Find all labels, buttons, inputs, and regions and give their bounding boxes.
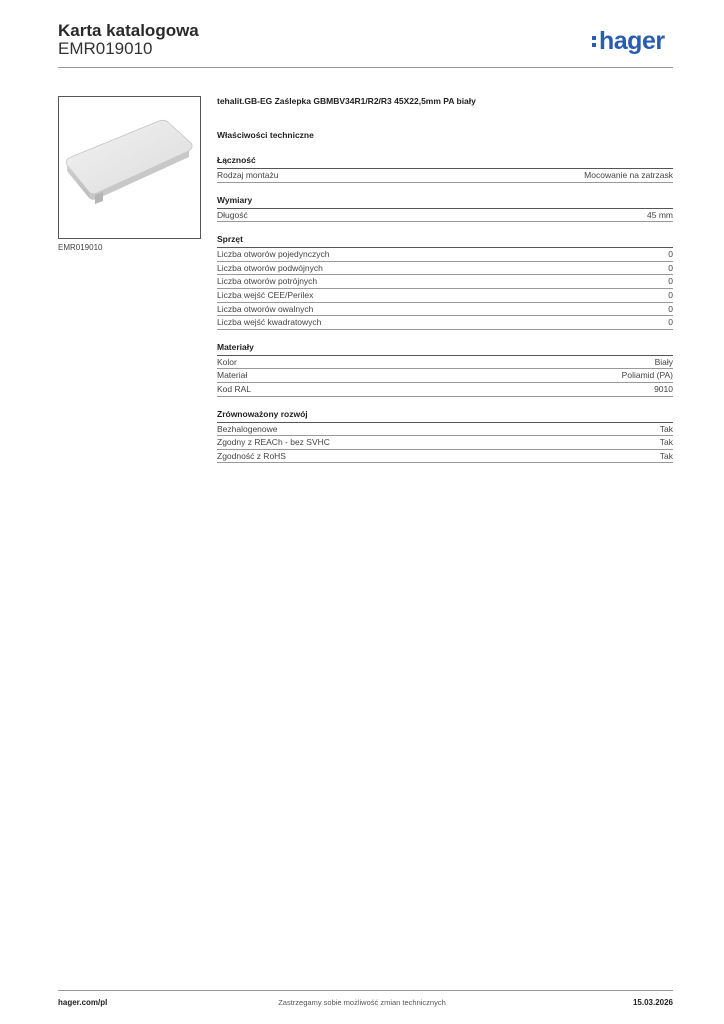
product-title: tehalit.GB-EG Zaślepka GBMBV34R1/R2/R3 45X22,5mm PA biały <box>217 96 476 106</box>
blanking-plate-image <box>59 97 200 238</box>
header-divider <box>58 67 673 68</box>
property-group <box>217 234 673 330</box>
property-label: Liczba otworów potrójnych <box>217 276 318 287</box>
property-row <box>217 275 673 289</box>
property-value: 0 <box>668 249 673 260</box>
product-code: EMR019010 <box>58 39 153 58</box>
property-group <box>217 155 673 183</box>
group-heading: Łączność <box>217 155 673 169</box>
property-value: 0 <box>668 276 673 287</box>
hager-logo <box>592 28 665 54</box>
logo-dots-icon <box>592 34 597 50</box>
group-heading: Wymiary <box>217 195 673 209</box>
property-value: 0 <box>668 317 673 328</box>
logo-text: hager <box>599 27 665 55</box>
property-group <box>217 342 673 397</box>
property-label: Liczba otworów pojedynczych <box>217 249 330 260</box>
property-label: Zgodność z RoHS <box>217 450 286 461</box>
property-label: Liczba otworów owalnych <box>217 303 314 314</box>
property-row <box>217 209 673 223</box>
group-heading: Sprzęt <box>217 234 673 248</box>
property-value: 9010 <box>654 383 673 394</box>
property-value: Biały <box>654 356 673 367</box>
property-label: Liczba otworów podwójnych <box>217 262 323 273</box>
product-details <box>217 96 673 463</box>
property-label: Liczba wejść kwadratowych <box>217 317 322 328</box>
property-value: Tak <box>659 437 673 448</box>
property-row <box>217 289 673 303</box>
property-value: 45 mm <box>647 209 673 220</box>
footer-date: 15.03.2026 <box>632 998 673 1007</box>
product-image <box>58 96 201 239</box>
property-row <box>217 303 673 317</box>
property-label: Długość <box>217 209 248 220</box>
property-row <box>217 262 673 276</box>
property-row <box>217 356 673 370</box>
property-label: Rodzaj montażu <box>217 170 279 180</box>
property-row <box>217 450 673 464</box>
property-row <box>217 316 673 330</box>
footer-website-link[interactable]: hager.com/pl <box>58 998 108 1007</box>
property-row <box>217 248 673 262</box>
image-caption: EMR019010 <box>58 243 103 252</box>
property-value: Tak <box>659 450 673 461</box>
property-label: Materiał <box>217 370 248 381</box>
group-heading: Zrównoważony rozwój <box>217 409 673 423</box>
property-value: 0 <box>668 262 673 273</box>
property-label: Liczba wejść CEE/Perilex <box>217 289 314 300</box>
property-row <box>217 423 673 437</box>
property-value: 0 <box>668 303 673 314</box>
property-label: Kolor <box>217 356 237 367</box>
property-value: Poliamid (PA) <box>621 370 673 381</box>
group-heading: Materiały <box>217 342 673 356</box>
property-row <box>217 369 673 383</box>
property-label: Bezhalogenowe <box>217 423 278 434</box>
property-group <box>217 195 673 223</box>
property-value: Tak <box>659 423 673 434</box>
property-group <box>217 409 673 464</box>
page-title: Karta katalogowa <box>58 21 199 40</box>
property-value: 0 <box>668 289 673 300</box>
footer-divider <box>58 990 673 991</box>
property-value: Mocowanie na zatrzask <box>584 170 673 180</box>
property-row <box>217 169 673 183</box>
property-row <box>217 383 673 397</box>
footer-disclaimer: Zastrzegamy sobie możliwość zmian technicznych <box>278 998 446 1007</box>
property-label: Kod RAL <box>217 383 252 394</box>
property-groups <box>217 155 673 463</box>
technical-properties-heading: Właściwości techniczne <box>217 130 314 140</box>
property-label: Zgodny z REACh - bez SVHC <box>217 437 330 448</box>
property-row <box>217 436 673 450</box>
